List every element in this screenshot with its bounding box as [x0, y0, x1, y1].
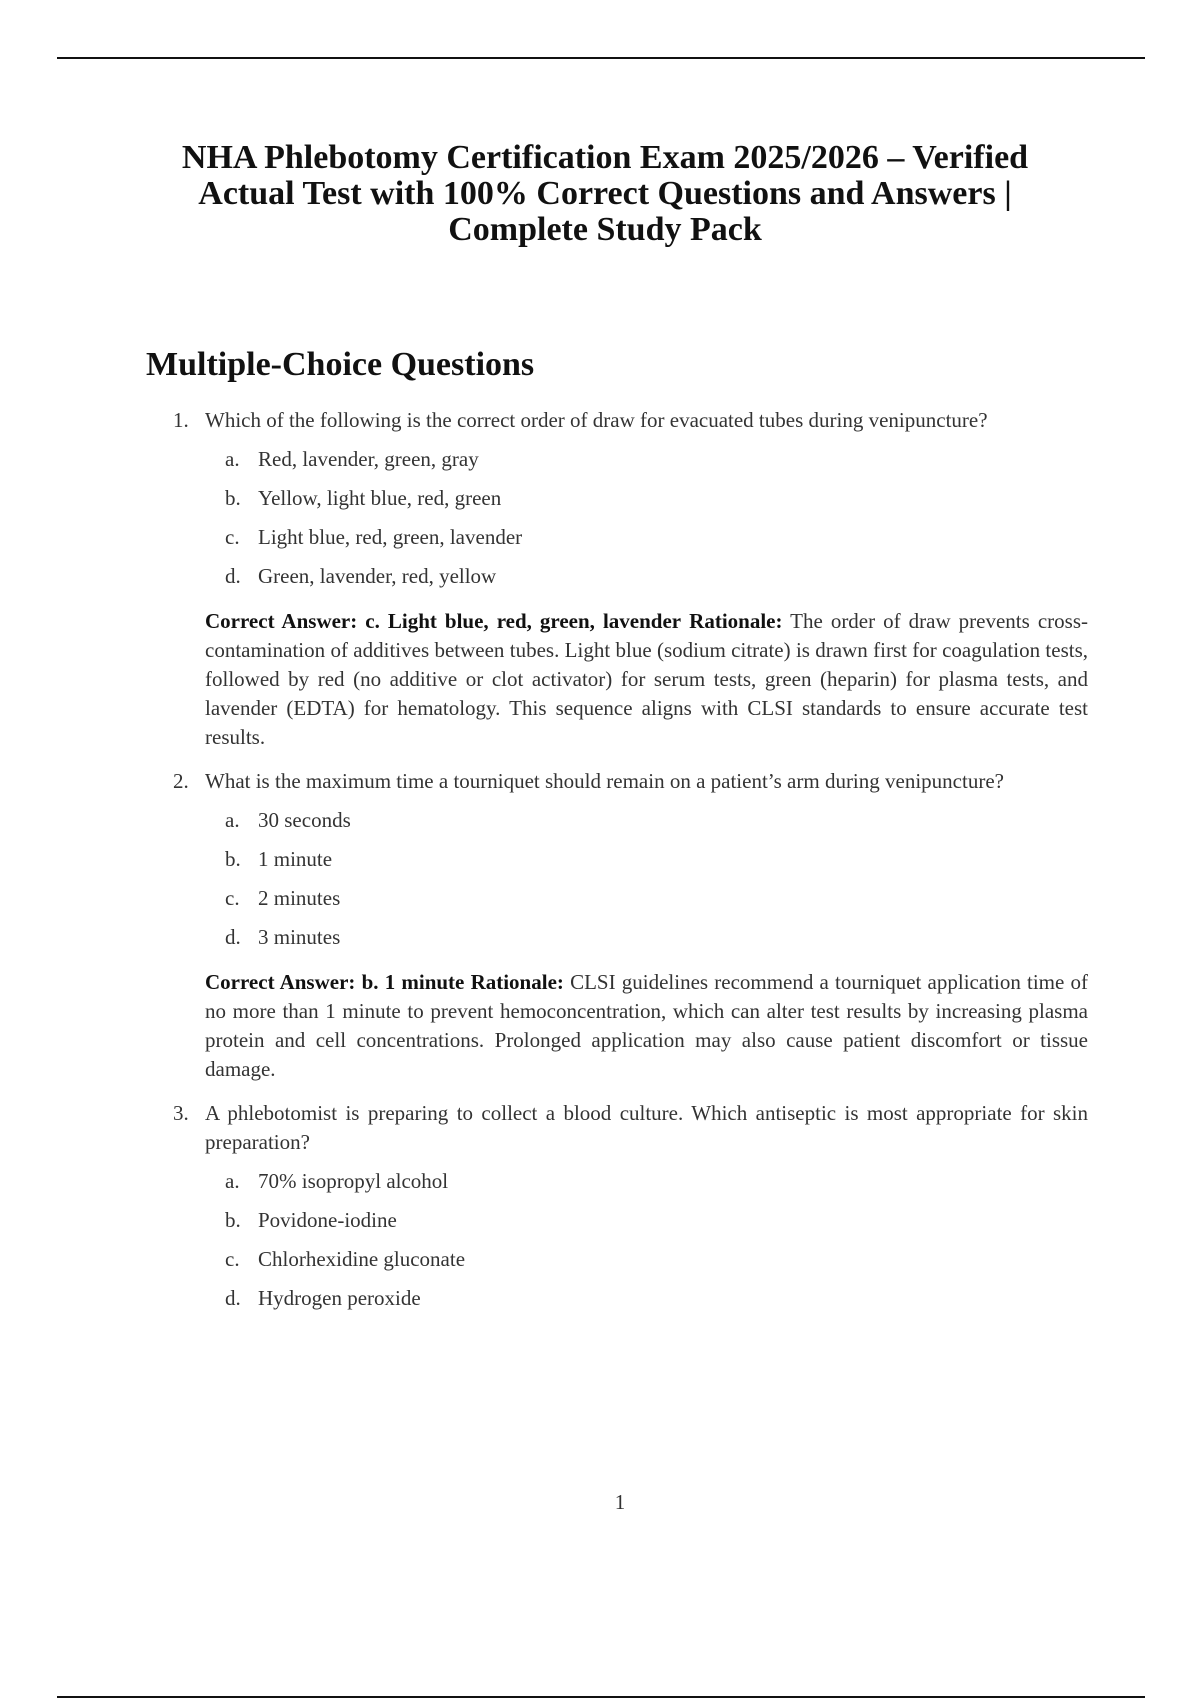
- option-text: Green, lavender, red, yellow: [258, 564, 497, 588]
- answer-options: [0, 806, 1200, 962]
- option-text: Chlorhexidine gluconate: [258, 1247, 466, 1271]
- option-letter: a.: [225, 808, 240, 832]
- question-number: 1.: [173, 408, 189, 432]
- option-letter: c.: [225, 1247, 240, 1271]
- answer-options: [0, 1167, 1200, 1323]
- correct-answer-label: Correct Answer:: [205, 970, 356, 994]
- answer-explanation: [205, 607, 1088, 752]
- option-a: [0, 1167, 1200, 1206]
- header-rule: [57, 57, 1145, 59]
- option-c: [0, 523, 1200, 562]
- option-a: [0, 445, 1200, 484]
- option-a: [0, 806, 1200, 845]
- option-d: [0, 1284, 1200, 1323]
- question-3: [0, 1099, 1200, 1323]
- option-text: Povidone-iodine: [258, 1208, 397, 1232]
- question-list: [0, 406, 1200, 1323]
- question-text: Which of the following is the correct order of draw for evacuated tubes during venipuncture?: [205, 408, 988, 432]
- option-letter: a.: [225, 447, 240, 471]
- document-title: NHA Phlebotomy Certification Exam 2025/2026 – Verified Actual Test with 100% Correct Questions and Answers | Complete Study Pack: [181, 139, 1029, 248]
- rationale-label: Rationale:: [689, 609, 783, 633]
- option-d: [0, 923, 1200, 962]
- option-b: [0, 484, 1200, 523]
- option-letter: d.: [225, 925, 241, 949]
- page-number: 1: [614, 1490, 626, 1514]
- option-text: Light blue, red, green, lavender: [258, 525, 523, 549]
- option-text: Red, lavender, green, gray: [258, 447, 479, 471]
- option-letter: b.: [225, 486, 241, 510]
- correct-answer-label: Correct Answer:: [205, 609, 358, 633]
- question-text: What is the maximum time a tourniquet should remain on a patient’s arm during venipuncture?: [205, 769, 1004, 793]
- option-letter: b.: [225, 1208, 241, 1232]
- option-letter: d.: [225, 564, 241, 588]
- option-text: 2 minutes: [258, 886, 341, 910]
- question-number: 3.: [173, 1101, 189, 1125]
- option-letter: c.: [225, 525, 240, 549]
- question-number: 2.: [173, 769, 189, 793]
- correct-answer: b. 1 minute: [361, 970, 465, 994]
- option-letter: b.: [225, 847, 241, 871]
- question-text: A phlebotomist is preparing to collect a blood culture. Which antiseptic is most appropriate for skin preparation?: [205, 1101, 1088, 1154]
- question-1: [0, 406, 1200, 752]
- option-letter: d.: [225, 1286, 241, 1310]
- rationale-text: The order of draw prevents cross-contamination of additives between tubes. Light blue (sodium citrate) is drawn first for coagulation tests, followed by red (no additive or clot activator) for serum tests, green (heparin) for plasma tests, and lavender (EDTA) for hematology. This sequence aligns with CLSI standards to ensure accurate test results.: [205, 609, 1088, 749]
- option-text: 70% isopropyl alcohol: [258, 1169, 449, 1193]
- rationale-label: Rationale:: [470, 970, 564, 994]
- answer-explanation: [205, 968, 1088, 1084]
- option-text: 3 minutes: [258, 925, 341, 949]
- answer-options: [0, 445, 1200, 601]
- option-b: [0, 1206, 1200, 1245]
- option-text: 1 minute: [258, 847, 333, 871]
- option-text: 30 seconds: [258, 808, 351, 832]
- rationale-text: CLSI guidelines recommend a tourniquet application time of no more than 1 minute to prevent hemoconcentration, which can alter test results by increasing plasma protein and cell concentrations. Prolonged application may also cause patient discomfort or tissue damage.: [205, 970, 1089, 1081]
- section-heading: Multiple-Choice Questions: [146, 346, 535, 383]
- option-letter: a.: [225, 1169, 240, 1193]
- option-b: [0, 845, 1200, 884]
- correct-answer: c. Light blue, red, green, lavender: [365, 609, 682, 633]
- option-text: Hydrogen peroxide: [258, 1286, 421, 1310]
- option-text: Yellow, light blue, red, green: [258, 486, 502, 510]
- option-letter: c.: [225, 886, 240, 910]
- option-c: [0, 1245, 1200, 1284]
- footer-rule: [57, 1696, 1145, 1698]
- option-d: [0, 562, 1200, 601]
- option-c: [0, 884, 1200, 923]
- question-2: [0, 767, 1200, 1084]
